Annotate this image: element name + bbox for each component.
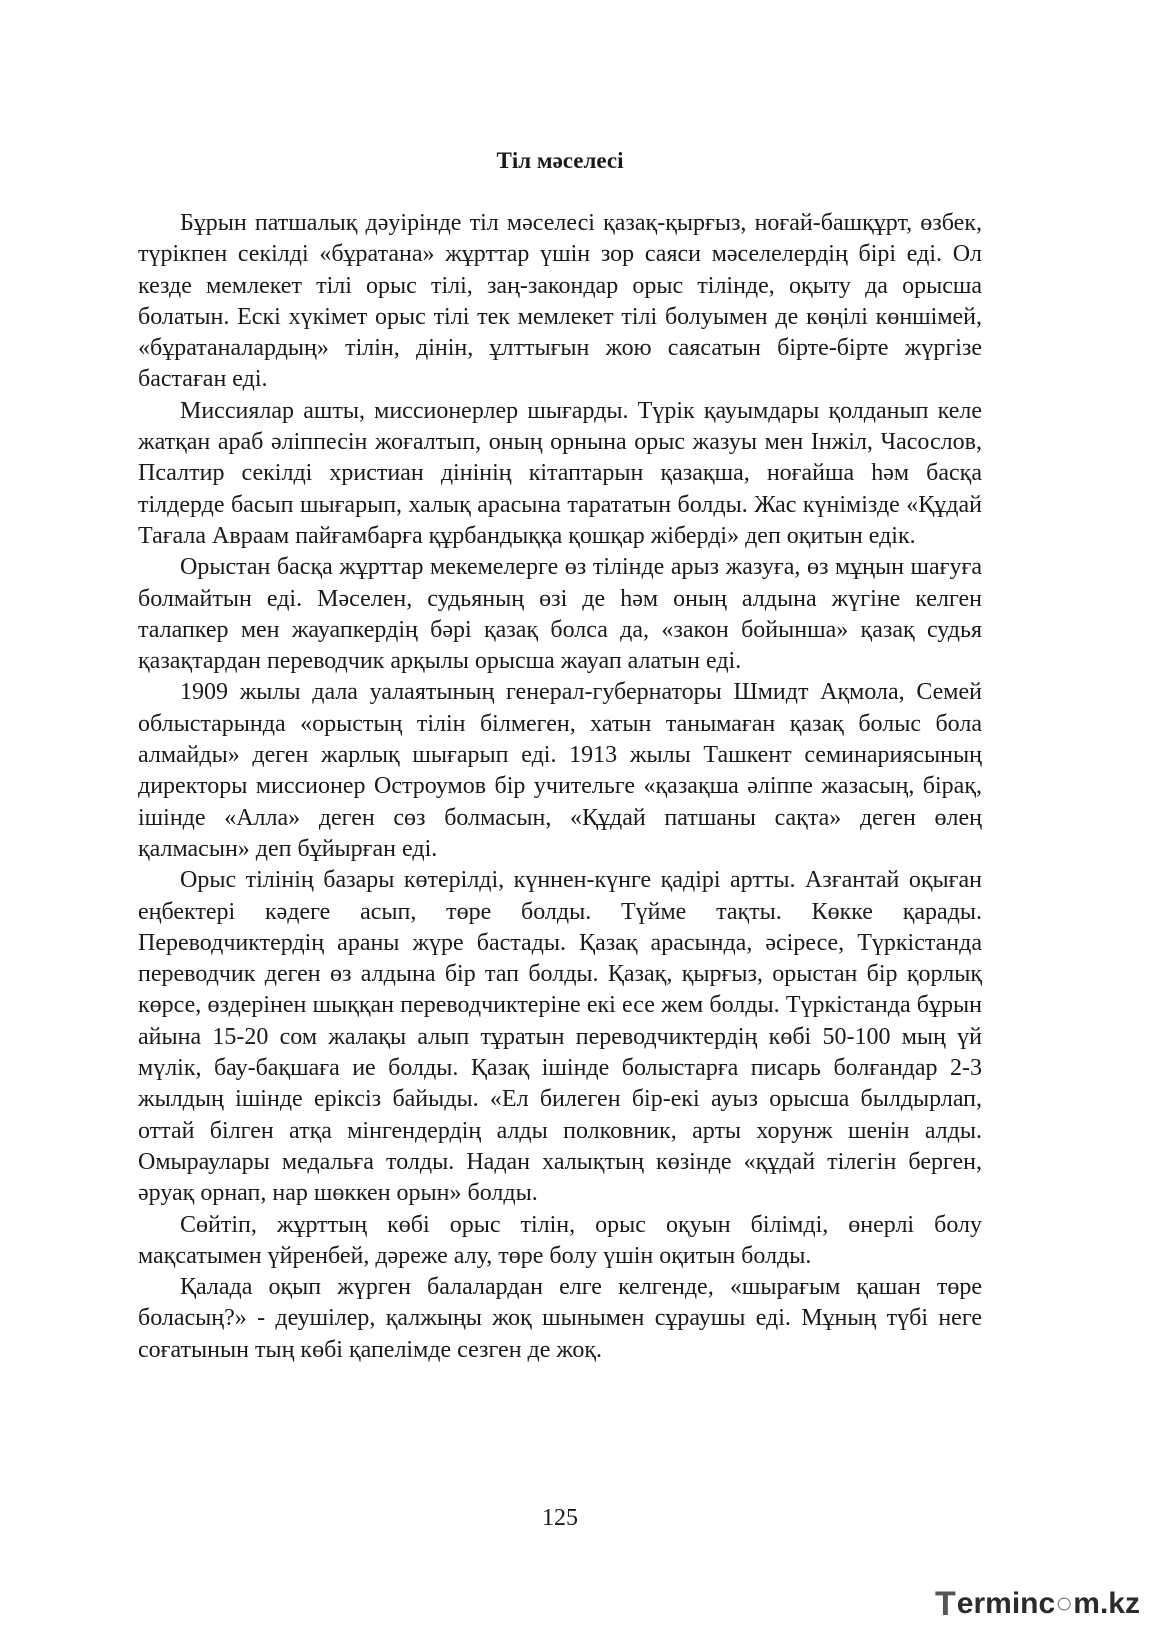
paragraph-2: Миссиялар ашты, миссионерлер шығарды. Түрік қауымдары қолданып келе жатқан араб әліппесін жоғалтып, оның орнына орыс жазуы мен Інжіл, Часослов, Псалтир секілді христиан дінінің кітаптарын қазақша, ноғайша һәм басқа тілдерде басып шығарып, халық арасына тарататын болды. Жас күнімізде «Құдай Тағала Авраам пайғамбарға құрбандыққа қошқар жіберді» деп оқитын едік.: [138, 397, 982, 549]
site-watermark-logo: [935, 1586, 1140, 1622]
watermark-text-part2: m.kz: [1073, 1587, 1140, 1620]
paragraph-1: Бұрын патшалық дәуірінде тіл мәселесі қазақ-қырғыз, ноғай-башқұрт, өзбек, түрікпен секілді «бұратана» жұрттар үшін зор саяси мәселелердің бірі еді. Ол кезде мемлекет тілі орыс тілі, заң-закондар орыс тілінде, оқыту да орысша болатын. Ескі хүкімет орыс тілі тек мемлекет тілі болуымен де көңілі көншімей, «бұратаналардың» тілін, дінін, ұлттығын жою саясатын бірте-бірте жүргізе бастаған еді.: [138, 210, 982, 393]
paragraph-3: Орыстан басқа жұрттар мекемелерге өз тілінде арыз жазуға, өз мұңын шағуға болмайтын еді. Мәселен, судьяның өзі де һәм оның алдына жүгіне келген талапкер мен жауапкердің бәрі қазақ болса да, «закон бойынша» қазақ судья қазақтардан переводчик арқылы орысша жауап алатын еді.: [138, 554, 982, 675]
chapter-title: Тіл мәселесі: [496, 148, 624, 173]
paragraph-6: Сөйтіп, жұрттың көбі орыс тілін, орыс оқуын білімді, өнерлі болу мақсатымен үйренбей, дәреже алу, төре болу үшін оқитын болды.: [138, 1211, 982, 1269]
paragraph-4: 1909 жылы дала уалаятының генерал-губернаторы Шмидт Ақмола, Семей облыстарында «орыстың тілін білмеген, хатын танымаған қазақ болыс бола алмайды» деген жарлық шығарып еді. 1913 жылы Ташкент семинариясының директоры миссионер Остроумов бір учительге «қазақша әліппе жазасың, бірақ, ішінде «Алла» деген сөз болмасын, «Құдай патшаны сақта» деген өлең қалмасын» деп бұйырған еді.: [138, 679, 982, 862]
body-text: [138, 208, 982, 1366]
watermark-lead-letter: T: [935, 1585, 956, 1623]
paragraph-7: Қалада оқып жүрген балалардан елге келгенде, «шырағым қашан төре боласың?» - деушілер, қалжыңы жоқ шынымен сұраушы еді. Мұның түбі неге соғатынын тың көбі қапелімде сезген де жоқ.: [138, 1274, 982, 1363]
page-number: 125: [542, 1505, 578, 1531]
paragraph-5: Орыс тілінің базары көтерілді, күннен-күнге қадірі артты. Азғантай оқыған еңбектері кәдеге асып, төре болды. Түйме тақты. Көкке қарады. Переводчиктердің араны жүре бастады. Қазақ арасында, әсіресе, Түркістанда переводчик деген өз алдына бір тап болды. Қазақ, қырғыз, орыстан бір қорлық көрсе, өздерінен шыққан переводчиктеріне екі есе жем болды. Түркістанда бұрын айына 15-20 сом жалақы алып тұратын переводчиктердің көбі 50-100 мың үй мүлік, бау-бақшаға ие болды. Қазақ ішінде болыстарға писарь болғандар 2-3 жылдың ішінде еріксіз байыды. «Ел билеген бір-екі ауыз орысша былдырлап, оттай білген атқа мінгендердің алды полковник, арты хорунж шенін алды. Омыраулары медальға толды. Надан халықтың көзінде «құдай тілегін берген, әруақ орнап, нар шөккен орын» болды.: [138, 867, 982, 1207]
watermark-text-part1: erminc: [956, 1587, 1056, 1620]
magnifier-icon: ○: [1055, 1587, 1074, 1620]
